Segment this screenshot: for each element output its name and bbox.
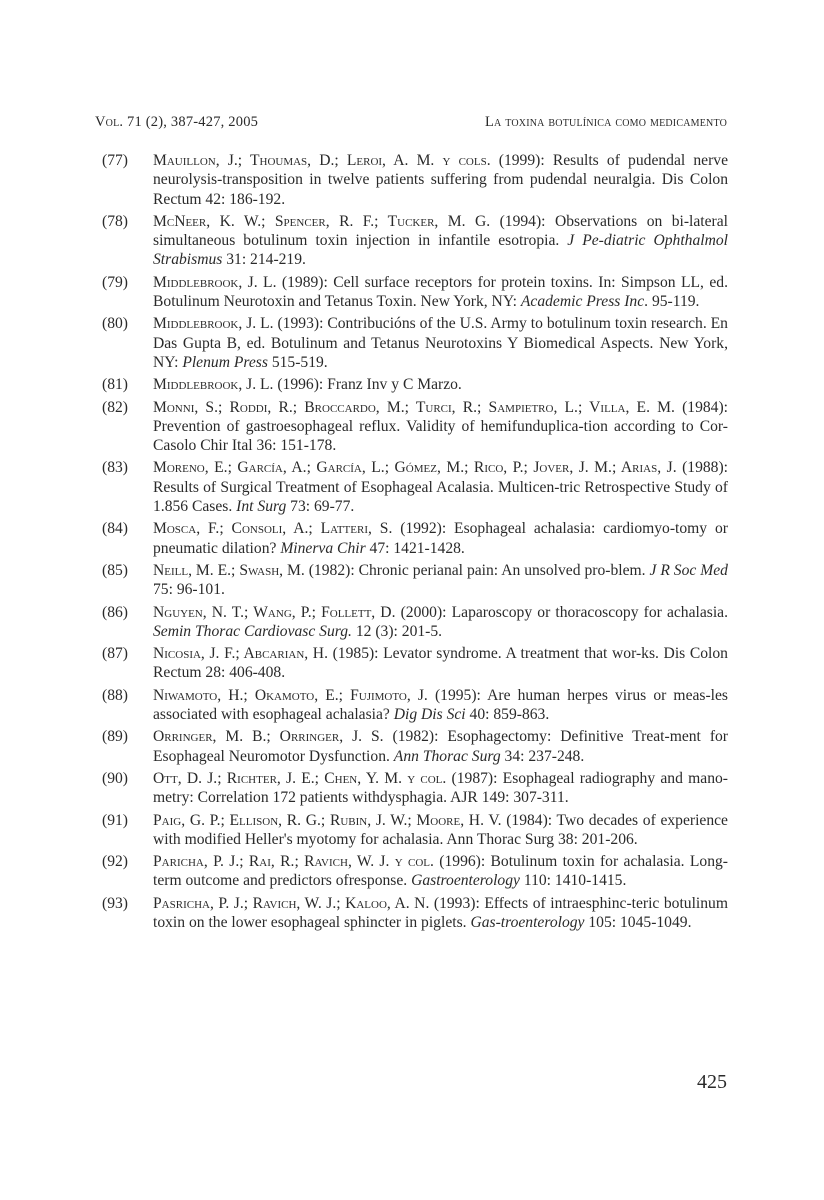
header-article-title: La toxina botulínica como medicamento (484, 114, 727, 130)
reference-segment: 12 (3): 201-5. (351, 622, 443, 640)
reference-item (102, 398, 728, 456)
reference-text (153, 151, 728, 209)
reference-number: (90) (102, 769, 128, 787)
reference-text (153, 561, 728, 600)
reference-item (102, 727, 728, 766)
reference-authors: Neill, M. E.; Swash, M. (153, 561, 305, 579)
reference-segment: 105: 1045-1049. (584, 913, 692, 931)
reference-item (102, 644, 728, 683)
reference-item (102, 769, 728, 808)
reference-segment: (1999): Results of pudendal nerve neurolysis-transposition in twelve patients suffering from pudendal neuralgia. Dis Colon Rectum 42: 186-192. (153, 152, 728, 208)
reference-number: (87) (102, 645, 128, 663)
reference-number: (93) (102, 894, 128, 912)
reference-text (153, 273, 728, 312)
reference-authors: Middlebrook, J. L. (153, 376, 274, 394)
reference-authors: Orringer, M. B.; Orringer, J. S. (153, 728, 384, 746)
reference-text (153, 603, 728, 642)
reference-number: (80) (102, 315, 128, 333)
reference-number: (79) (102, 273, 128, 291)
reference-number: (88) (102, 686, 128, 704)
reference-segment: 47: 1421-1428. (365, 539, 465, 557)
reference-segment: (1989): Cell surface receptors for protein toxins. In: Simpson LL, ed. Botulinum Neurotoxin and Tetanus Toxin. New York, NY: (153, 273, 728, 311)
reference-segment: 34: 237-248. (500, 747, 585, 765)
reference-segment: (1984): Two decades of experience with modified Heller's myotomy for achalasia. Ann Thorac Surg 38: 201-206. (153, 811, 728, 848)
running-header (95, 114, 727, 131)
reference-number: (81) (102, 376, 128, 394)
reference-text (153, 727, 728, 766)
reference-authors: Paricha, P. J.; Rai, R.; Ravich, W. J. y col. (153, 853, 434, 871)
reference-segment: 40: 859-863. (465, 706, 550, 724)
reference-authors: Middlebrook, J. L. (153, 315, 274, 333)
reference-number: (89) (102, 728, 128, 746)
reference-journal: Plenum Press (182, 353, 268, 371)
page-number: 425 (697, 1071, 727, 1093)
reference-journal: Semin Thorac Cardiovasc Surg. (153, 622, 352, 640)
reference-item (102, 375, 728, 394)
reference-segment: (1992): Esophageal achalasia: cardiomyo-tomy or pneumatic dilation? (153, 520, 728, 557)
reference-item (102, 273, 728, 312)
reference-number: (84) (102, 520, 128, 538)
reference-authors: Mauillon, J.; Thoumas, D.; Leroi, A. M. y cols. (153, 152, 491, 169)
reference-text (153, 519, 728, 558)
reference-authors: Pasricha, P. J.; Ravich, W. J.; Kaloo, A. N. (153, 894, 430, 912)
reference-text (153, 458, 728, 516)
reference-segment: 75: 96-101. (153, 581, 225, 599)
reference-journal: J R Soc Med (649, 561, 728, 579)
reference-segment: (1984): Prevention of gastroesophageal reflux. Validity of hemifunduplica-tion according to Cor-Casolo Chir Ital 36: 151-178. (153, 398, 729, 455)
reference-segment: 73: 69-77. (286, 498, 355, 516)
reference-number: (82) (102, 398, 128, 416)
reference-segment: (1988): Results of Surgical Treatment of Esophageal Acalasia. Multicen-tric Retrospective Study of 1.856 Cases. (153, 459, 728, 516)
reference-number: (83) (102, 459, 128, 477)
reference-segment: (1993): Contribucións of the U.S. Army to botulinum toxin research. En Das Gupta B, ed. Botulinum and Tetanus Neurotoxins Y Biomedical Aspects. New York, NY: (153, 315, 728, 371)
reference-item (102, 561, 728, 600)
reference-journal: Minerva Chir (280, 539, 366, 557)
reference-number: (86) (102, 603, 128, 621)
reference-authors: Monni, S.; Roddi, R.; Broccardo, M.; Turci, R.; Sampietro, L.; Villa, E. M. (153, 398, 675, 416)
reference-number: (91) (102, 811, 128, 829)
reference-list (102, 151, 728, 935)
reference-segment: (1996): Botulinum toxin for achalasia. Long-term outcome and predictors ofresponse. (153, 853, 728, 890)
reference-item (102, 314, 728, 372)
reference-text (153, 852, 728, 891)
reference-authors: McNeer, K. W.; Spencer, R. F.; Tucker, M. G. (153, 212, 491, 230)
reference-authors: Niwamoto, H.; Okamoto, E.; Fujimoto, J. (153, 686, 428, 704)
reference-journal: J Pe-diatric Ophthalmol Strabismus (153, 232, 728, 269)
reference-journal: Gastroenterology (411, 872, 520, 890)
reference-journal: Academic Press Inc (520, 293, 645, 311)
reference-item (102, 212, 728, 270)
reference-segment: (2000): Laparoscopy or thoracoscopy for achalasia. (395, 603, 728, 621)
reference-text (153, 398, 728, 456)
reference-text (153, 314, 728, 372)
reference-text (153, 375, 728, 394)
reference-segment: . 95-119. (644, 293, 700, 311)
reference-number: (78) (102, 212, 128, 230)
reference-item (102, 603, 728, 642)
reference-journal: Int Surg (236, 498, 287, 516)
reference-segment: (1982): Esophagectomy: Definitive Treat-ment for Esophageal Neuromotor Dysfunction. (153, 728, 729, 765)
reference-segment: 31: 214-219. (222, 251, 306, 269)
reference-item (102, 811, 728, 850)
reference-item (102, 894, 728, 933)
reference-journal: Gas-troenterology (470, 913, 585, 931)
reference-segment: (1994): Observations on bi-lateral simultaneous botulinum toxin injection in infantile esotropia. (153, 212, 729, 250)
reference-authors: Middlebrook, J. L. (153, 273, 277, 291)
reference-authors: Ott, D. J.; Richter, J. E.; Chen, Y. M. y col. (153, 769, 447, 787)
reference-text (153, 686, 728, 725)
reference-segment: (1985): Levator syndrome. A treatment that wor-ks. Dis Colon Rectum 28: 406-408. (153, 645, 728, 682)
reference-segment: (1982): Chronic perianal pain: An unsolved pro-blem. (304, 561, 650, 579)
reference-item (102, 686, 728, 725)
header-journal-citation: Vol. 71 (2), 387-427, 2005 (95, 114, 259, 130)
reference-text (153, 811, 728, 850)
reference-item (102, 852, 728, 891)
reference-authors: Nicosia, J. F.; Abcarian, H. (153, 645, 328, 663)
reference-text (153, 769, 728, 808)
reference-authors: Moreno, E.; García, A.; García, L.; Gómez, M.; Rico, P.; Jover, J. M.; Arias, J. (153, 459, 677, 477)
reference-item (102, 519, 728, 558)
reference-number: (92) (102, 853, 128, 871)
reference-segment: (1987): Esophageal radiography and mano-metry: Correlation 172 patients withdysphagia. AJR 149: 307-311. (153, 769, 728, 807)
reference-authors: Mosca, F.; Consoli, A.; Latteri, S. (153, 520, 393, 538)
reference-journal: Ann Thorac Surg (393, 747, 501, 765)
reference-text (153, 894, 728, 933)
reference-text (153, 644, 728, 683)
reference-segment: 110: 1410-1415. (519, 872, 627, 890)
reference-journal: Dig Dis Sci (393, 706, 466, 724)
reference-number: (85) (102, 561, 128, 579)
reference-segment: (1995): Are human herpes virus or meas-les associated with esophageal achalasia? (153, 686, 728, 724)
reference-item (102, 458, 728, 516)
reference-segment: (1993): Effects of intraesphinc-teric botulinum toxin on the lower esophageal sphincter in piglets. (153, 894, 728, 931)
reference-authors: Nguyen, N. T.; Wang, P.; Follett, D. (153, 603, 396, 621)
reference-authors: Paig, G. P.; Ellison, R. G.; Rubin, J. W.; Moore, H. V. (153, 811, 502, 829)
reference-number: (77) (102, 152, 128, 169)
reference-segment: 515-519. (267, 353, 328, 371)
reference-item (102, 151, 728, 209)
reference-text (153, 212, 728, 270)
reference-segment: (1996): Franz Inv y C Marzo. (273, 376, 462, 394)
